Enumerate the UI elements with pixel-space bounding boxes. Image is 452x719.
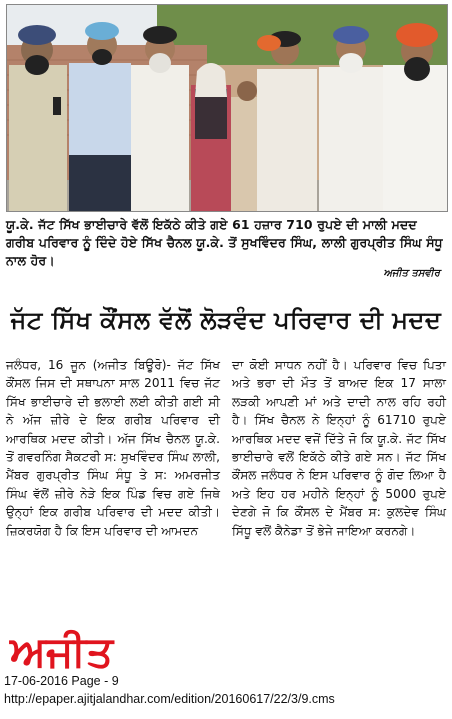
article-column-2: ਦਾ ਕੋਈ ਸਾਧਨ ਨਹੀਂ ਹੈ। ਪਰਿਵਾਰ ਵਿਚ ਪਿਤਾ ਅਤੇ ਭਰਾ ਦੀ ਮੌਤ ਤੋਂ ਬਾਅਦ ਇਕ 17 ਸਾਲਾ ਲੜਕੀ ਆਪਣੀ ਮਾਂ ਅਤੇ ਦਾਦੀ ਨਾਲ ਰਹਿ ਰਹੀ ਹੈ। ਸਿੱਖ ਚੈਨਲ ਨੇ ਇਨ੍ਹਾਂ ਨੂੰ 61710 ਰੁਪਏ ਆਰਥਿਕ ਮਦਦ ਵਜੋਂ ਦਿੱਤੇ ਜੋ ਕਿ ਯੂ.ਕੇ. ਜੱਟ ਸਿੱਖ ਭਾਈਚਾਰੇ ਵਲੋਂ ਇਕੱਠੇ ਕੀਤੇ ਗਏ ਸਨ। ਜੱਟ ਸਿੱਖ ਕੌਂਸਲ ਜਲੰਧਰ ਨੇ ਇਸ ਪਰਿਵਾਰ ਨੂੰ ਗੋਦ ਲਿਆ ਹੈ ਅਤੇ ਇਹ ਹਰ ਮਹੀਨੇ ਇਨ੍ਹਾਂ ਨੂੰ 5000 ਰੁਪਏ ਦੇਣਗੇ ਜੋ ਕਿ ਕੌਂਸਲ ਦੇ ਮੈਂਬਰ ਸ: ਕੁਲਦੇਵ ਸਿੰਘ ਸਿੱਧੂ ਵਲੋਂ ਕੈਨੇਡਾ ਤੋਂ ਭੇਜੇ ਜਾਇਆ ਕਰਨਗੇ। <box>232 358 446 538</box>
headline: ਜੱਟ ਸਿੱਖ ਕੌਂਸਲ ਵੱਲੋਂ ਲੋੜਵੰਦ ਪਰਿਵਾਰ ਦੀ ਮਦਦ <box>10 306 442 334</box>
news-photo-illustration <box>7 5 447 211</box>
photo-credit: ਅਜੀਤ ਤਸਵੀਰ <box>383 268 440 279</box>
logo-text: ਅਜੀਤ <box>10 627 114 672</box>
footer-url-link[interactable]: http://epaper.ajitjalandhar.com/edition/20160617/22/3/9.cms <box>4 692 335 706</box>
footer-date-page: 17-06-2016 Page - 9 <box>4 674 119 688</box>
ajit-masthead-logo <box>6 626 246 672</box>
article-column-1: ਜਲੰਧਰ, 16 ਜੂਨ (ਅਜੀਤ ਬਿਊਰੋ)- ਜੱਟ ਸਿੱਖ ਕੌਂਸਲ ਜਿਸ ਦੀ ਸਥਾਪਨਾ ਸਾਲ 2011 ਵਿਚ ਜੱਟ ਸਿੱਖ ਭਾਈਚਾਰੇ ਦੀ ਭਲਾਈ ਲਈ ਕੀਤੀ ਗਈ ਸੀ ਨੇ ਅੱਜ ਜ਼ੀਰੇ ਦੇ ਇਕ ਗਰੀਬ ਪਰਿਵਾਰ ਦੀ ਆਰਥਿਕ ਮਦਦ ਕੀਤੀ। ਅੱਜ ਸਿੱਖ ਚੈਨਲ ਯੂ.ਕੇ. ਤੋਂ ਗਵਰਨਿੰਗ ਸੈਕਟਰੀ ਸ: ਸੁਖਵਿੰਦਰ ਸਿੰਘ ਲਾਲੀ, ਮੈਂਬਰ ਗੁਰਪ੍ਰੀਤ ਸਿੰਘ ਸੰਧੂ ਤੇ ਸ: ਅਮਰਜੀਤ ਸਿੰਘ ਵੱਲੋਂ ਜ਼ੀਰੇ ਨੇੜੇ ਇਕ ਪਿੰਡ ਵਿਚ ਗਏ ਜਿਥੇ ਉਨ੍ਹਾਂ ਇਕ ਗਰੀਬ ਪਰਿਵਾਰ ਦੀ ਮਦਦ ਕੀਤੀ। ਜ਼ਿਕਰਯੋਗ ਹੈ ਕਿ ਇਸ ਪਰਿਵਾਰ ਦੀ ਆਮਦਨ <box>6 358 220 538</box>
news-photo <box>6 4 448 212</box>
ajit-logo-icon <box>6 626 246 672</box>
caption-text: ਯੂ.ਕੇ. ਜੱਟ ਸਿੱਖ ਭਾਈਚਾਰੇ ਵੱਲੋਂ ਇਕੱਠੇ ਕੀਤੇ ਗਏ 61 ਹਜ਼ਾਰ 710 ਰੁਪਏ ਦੀ ਮਾਲੀ ਮਦਦ ਗਰੀਬ ਪਰਿਵਾਰ ਨੂੰ ਦਿੰਦੇ ਹੋਏ ਸਿੱਖ ਚੈਨਲ ਯੂ.ਕੇ. ਤੋਂ ਸੁਖਵਿੰਦਰ ਸਿੰਘ, ਲਾਲੀ ਗੁਰਪ੍ਰੀਤ ਸਿੰਘ ਸੰਧੂ ਨਾਲ ਹੋਰ। <box>6 217 443 268</box>
photo-caption <box>6 216 446 270</box>
